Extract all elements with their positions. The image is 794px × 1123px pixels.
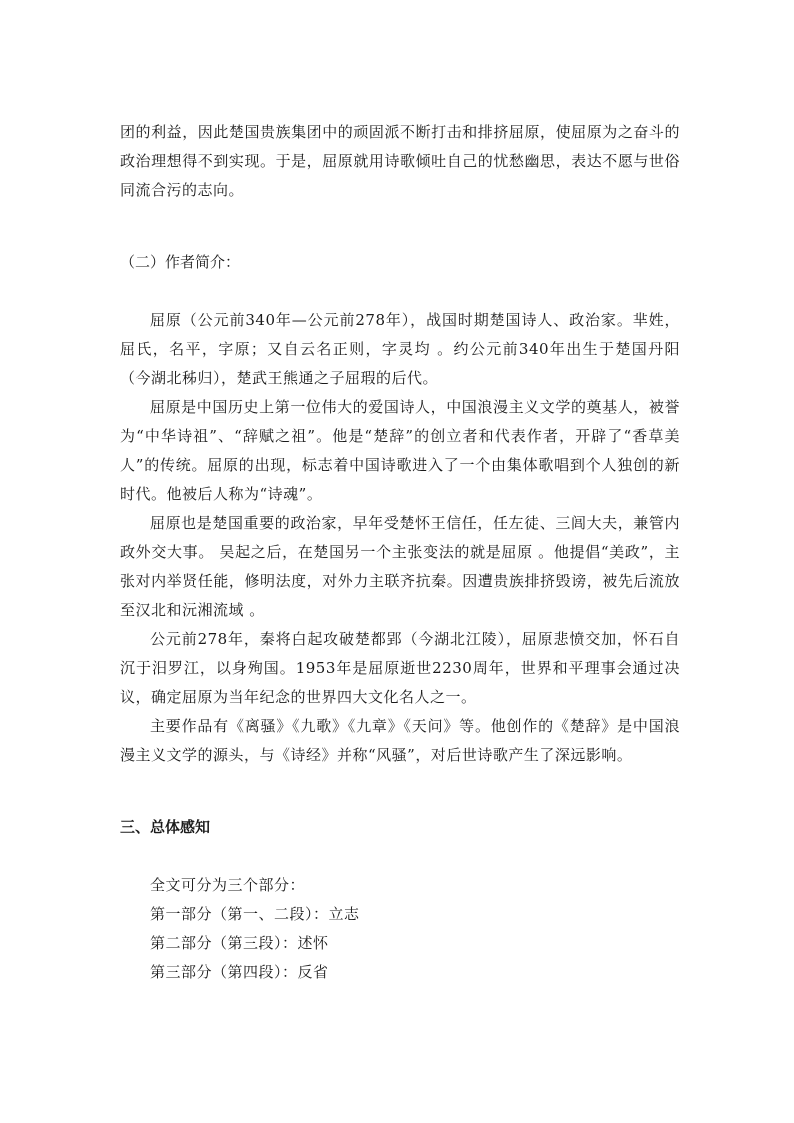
overview-list: [120, 871, 680, 987]
author-paragraph-4: 公元前278年，秦将白起攻破楚都郢（今湖北江陵），屈原悲愤交加，怀石自沉于汨罗江，以身殉国。1953年是屈原逝世2230周年，世界和平理事会通过决议，确定屈原为当年纪念的世界四大文化名人之一。: [120, 630, 680, 706]
spacer: [120, 842, 680, 871]
overview-part-2: 第二部分（第三段）：述怀: [150, 934, 329, 952]
author-section-heading: （二）作者简介：: [120, 253, 241, 271]
author-paragraph-1: 屈原（公元前340年—公元前278年），战国时期楚国诗人、政治家。芈姓，屈氏，名平，字原；又自云名正则，字灵均 。约公元前340年出生于楚国丹阳（今湖北秭归），楚武王熊通之子屈瑕的后代。: [120, 311, 680, 387]
author-paragraph-2: 屈原是中国历史上第一位伟大的爱国诗人，中国浪漫主义文学的奠基人，被誉为“中华诗祖”、“辞赋之祖”。他是“楚辞”的创立者和代表作者，开辟了“香草美人”的传统。屈原的出现，标志着中国诗歌进入了一个由集体歌唱到个人独创的新时代。他被后人称为“诗魂”。: [120, 398, 680, 503]
document-body: [120, 118, 680, 987]
author-paragraph-5: 主要作品有《离骚》《九歌》《九章》《天问》等。他创作的《楚辞》是中国浪漫主义文学的源头，与《诗经》并称“风骚”，对后世诗歌产生了深远影响。: [120, 717, 680, 764]
overview-part-1: 第一部分（第一、二段）：立志: [150, 905, 360, 923]
author-paragraph-3: 屈原也是楚国重要的政治家，早年受楚怀王信任，任左徒、三闾大夫，兼管内政外交大事。 吴起之后，在楚国另一个主张变法的就是屈原 。他提倡“美政”，主张对内举贤任能，修明法度，对外力主联齐抗秦。因遭贵族排挤毁谤，被先后流放至汉北和沅湘流域 。: [120, 514, 680, 619]
intro-paragraph: 团的利益，因此楚国贵族集团中的顽固派不断打击和排挤屈原，使屈原为之奋斗的政治理想得不到实现。于是，屈原就用诗歌倾吐自己的忧愁幽思，表达不愿与世俗同流合污的志向。: [120, 123, 680, 199]
spacer: [120, 277, 680, 306]
overview-part-3: 第三部分（第四段）：反省: [150, 963, 329, 981]
overview-section-heading: 三、总体感知: [120, 818, 211, 836]
overview-lead: 全文可分为三个部分：: [150, 876, 306, 894]
